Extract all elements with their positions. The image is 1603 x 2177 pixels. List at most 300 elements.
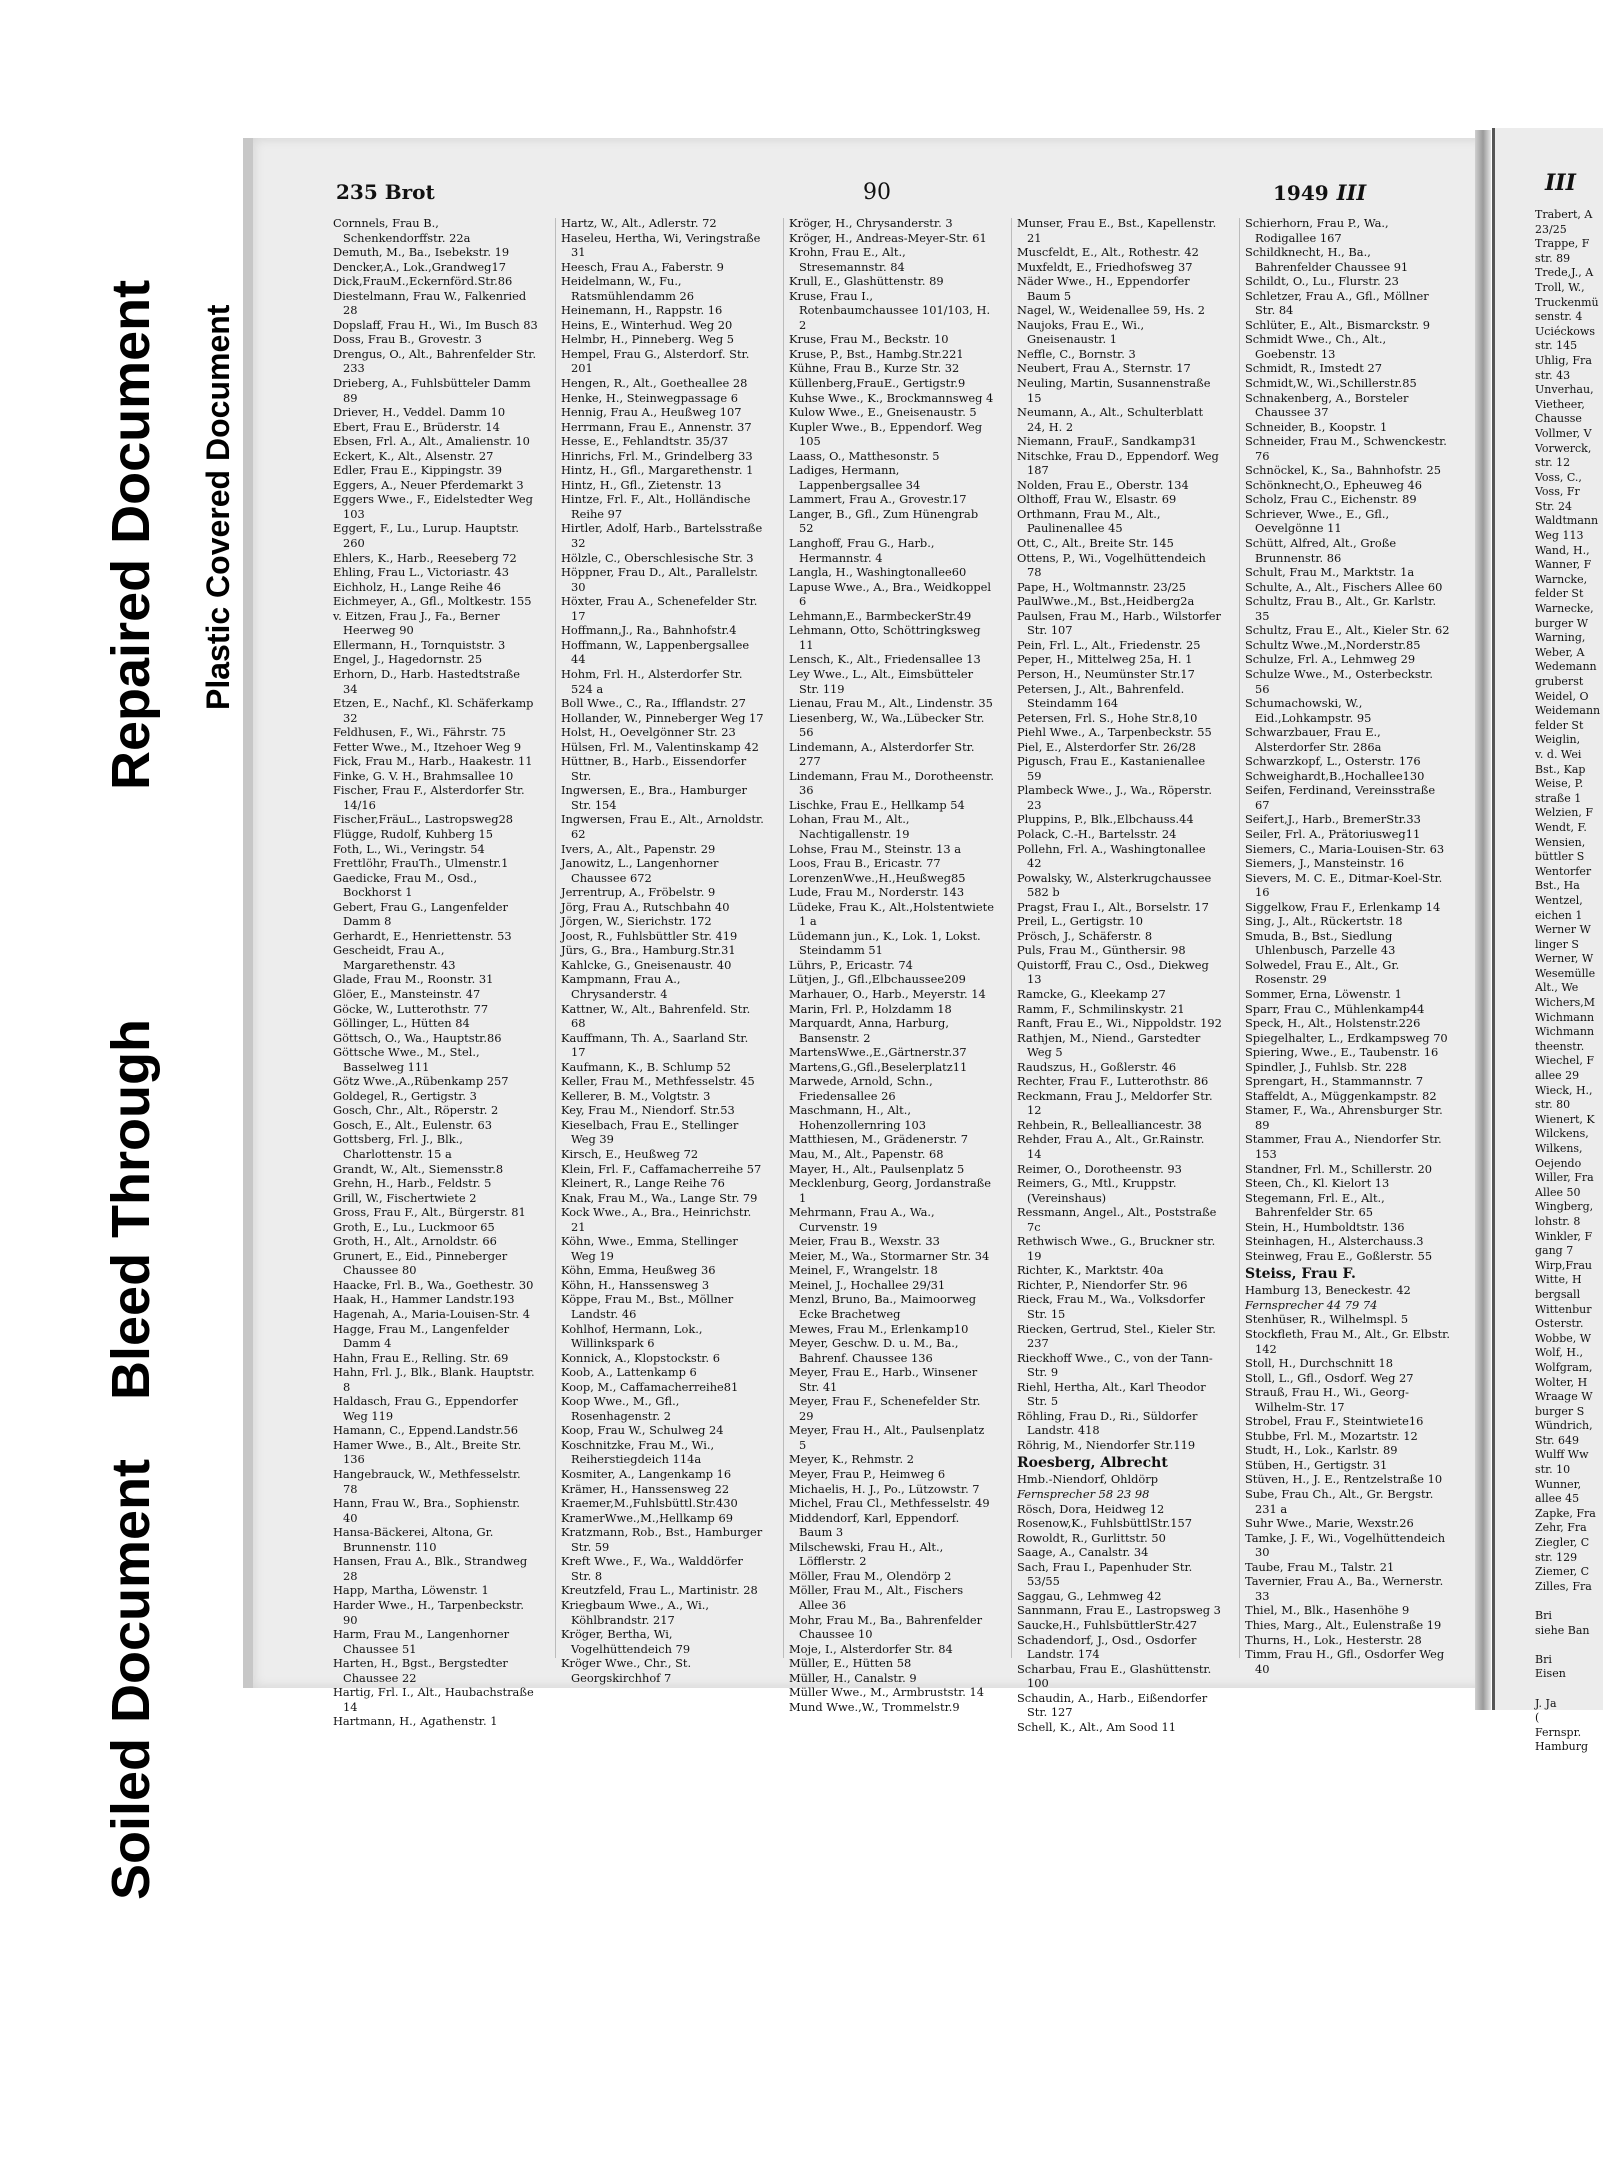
column-divider	[1239, 218, 1240, 1658]
directory-entry: Schmidt,W., Wi.,Schillerstr.85	[1245, 376, 1417, 391]
directory-entry: PaulWwe.,M., Bst.,Heidberg2a	[1017, 594, 1195, 609]
directory-entry: Stockfleth, Frau M., Alt., Gr. Elbstr. 142	[1245, 1327, 1450, 1356]
directory-entry: Kratzmann, Rob., Bst., Hamburger Str. 59	[561, 1525, 763, 1554]
directory-entry: Henke, H., Steinwegpassage 6	[561, 390, 739, 405]
directory-entry: Hann, Frau W., Bra., Sophienstr. 40	[333, 1496, 521, 1525]
directory-entry: Muscfeldt, E., Alt., Rothestr. 42	[1017, 245, 1199, 260]
directory-entry: Lapuse Wwe., A., Bra., Weidkoppel 6	[789, 579, 991, 609]
directory-entry: Schult, Frau M., Marktstr. 1a	[1245, 565, 1415, 580]
directory-entry: Scharbau, Frau E., Glashüttenstr. 100	[1017, 1661, 1212, 1691]
directory-entry: Muxfeldt, E., Friedhofsweg 37	[1017, 259, 1193, 274]
directory-entry: Koop, M., Caffamacherreihe81	[561, 1379, 739, 1394]
directory-entry: Piehl Wwe., A., Tarpenbeckstr. 55	[1017, 725, 1212, 740]
directory-entry: Nitschke, Frau D., Eppendorf. Weg 187	[1017, 448, 1219, 478]
directory-entry: Laass, O., Matthesonstr. 5	[789, 448, 940, 463]
directory-entry: Krull, E., Glashüttenstr. 89	[789, 274, 944, 289]
directory-entry: Mohr, Frau M., Ba., Bahrenfelder Chaussee 10	[789, 1612, 983, 1642]
directory-entry: Kreutzfeld, Frau L., Martinistr. 28	[561, 1583, 758, 1598]
directory-entry: Fernsprecher 58 23 98	[1017, 1487, 1150, 1502]
directory-entry: Moje, I., Alsterdorfer Str. 84	[789, 1641, 953, 1656]
directory-entry: Kraemer,M.,Fuhlsbüttl.Str.430	[561, 1496, 738, 1511]
directory-entry: Saucke,H., FuhlsbüttlerStr.427	[1017, 1617, 1197, 1632]
directory-entry: Saggau, G., Lehmweg 42	[1017, 1588, 1162, 1603]
soiled-document-label: Soiled Document	[101, 1458, 161, 1900]
header-section-title: 235 Brot	[336, 180, 435, 204]
directory-entry: Etzen, E., Nachf., Kl. Schäferkamp 32	[333, 696, 534, 725]
directory-entry: Schmidt Wwe., Ch., Alt., Goebenstr. 13	[1245, 332, 1387, 361]
directory-entry: Götz Wwe.,A.,Rübenkamp 257	[333, 1074, 509, 1089]
directory-entry: Hengen, R., Alt., Goetheallee 28	[561, 376, 748, 391]
directory-entry: Schletzer, Frau A., Gfl., Möllner Str. 84	[1245, 288, 1429, 318]
directory-entry: Stüben, H., Gertigstr. 31	[1245, 1457, 1388, 1472]
directory-entry: Steinweg, Frau E., Goßlerstr. 55	[1245, 1248, 1433, 1263]
bleed-through-label: Bleed Through	[101, 1019, 161, 1400]
directory-entry: Milschewski, Frau H., Alt., Löfflerstr. 2	[789, 1539, 944, 1569]
directory-entry: Hirtler, Adolf, Harb., Bartelsstraße 32	[561, 521, 763, 551]
directory-entry: Näder Wwe., H., Eppendorfer Baum 5	[1017, 274, 1190, 303]
directory-entry: Dencker,A., Lok.,Grandweg17	[333, 259, 506, 274]
directory-entry: Konnick, A., Klopstockstr. 6	[561, 1350, 720, 1365]
directory-entry: Kruse, Frau M., Beckstr. 10	[789, 332, 949, 347]
directory-entry: Harm, Frau M., Langenhorner Chaussee 51	[333, 1627, 510, 1656]
column-divider	[555, 218, 556, 1658]
page-edge	[1475, 130, 1491, 1710]
directory-entry: Langer, B., Gfl., Zum Hünengrab 52	[789, 506, 979, 536]
directory-entry: Riecken, Gertrud, Stel., Kieler Str. 237	[1017, 1321, 1216, 1351]
directory-entry: Lienau, Frau M., Alt., Lindenstr. 35	[789, 696, 993, 711]
directory-entry: Schönknecht,O., Epheuweg 46	[1245, 477, 1423, 492]
directory-entry: Köhn, H., Hanssensweg 3	[561, 1277, 710, 1292]
directory-entry: Sievers, M. C. E., Ditmar-Koel-Str. 16	[1245, 870, 1443, 900]
directory-entry: Hoffmann,J., Ra., Bahnhofstr.4	[561, 623, 737, 638]
directory-entry: Ivers, A., Alt., Papenstr. 29	[561, 841, 716, 856]
directory-entry: Möller, Frau M., Alt., Fischers Allee 36	[789, 1583, 964, 1612]
directory-entry: Hennig, Frau A., Heußweg 107	[561, 405, 742, 420]
directory-entry: Schierhorn, Frau P., Wa., Rodigallee 167	[1245, 216, 1389, 245]
column-5	[1245, 216, 1450, 1676]
directory-entry: Kosmiter, A., Langenkamp 16	[561, 1467, 732, 1482]
directory-entry: Eichmeyer, A., Gfl., Moltkestr. 155	[333, 594, 532, 609]
directory-entry: Pein, Frl. L., Alt., Friedenstr. 25	[1017, 637, 1201, 652]
directory-entry: Steen, Ch., Kl. Kielort 13	[1245, 1176, 1390, 1191]
directory-entry: Helmbr, H., Pinneberg. Weg 5	[561, 332, 735, 347]
directory-entry: Meyer, Frau H., Alt., Paulsenplatz 5	[789, 1423, 985, 1452]
directory-entry: Reimer, O., Dorotheenstr. 93	[1017, 1161, 1182, 1176]
directory-entry: Schulte, A., Alt., Fischers Allee 60	[1245, 579, 1443, 594]
directory-entry: Hesse, E., Fehlandtstr. 35/37	[561, 434, 729, 449]
directory-entry: Meinel, J., Hochallee 29/31	[789, 1277, 946, 1292]
directory-entry: Peper, H., Mittelweg 25a, H. 1	[1017, 652, 1193, 667]
directory-entry: Stamer, F., Wa., Ahrensburger Str. 89	[1245, 1103, 1443, 1132]
directory-entry: Schmidt, R., Imstedt 27	[1245, 361, 1382, 376]
directory-entry: Kuhse Wwe., K., Brockmannsweg 4	[789, 390, 994, 405]
directory-entry: Rowoldt, R., Gurlittstr. 50	[1017, 1530, 1166, 1545]
directory-entry: Hahn, Frau E., Relling. Str. 69	[333, 1350, 509, 1365]
directory-entry: Lindemann, Frau M., Dorotheenstr. 36	[789, 768, 994, 798]
directory-entry: Quistorff, Frau C., Osd., Diekweg 13	[1017, 957, 1209, 987]
directory-entry: Lehmann,E., BarmbeckerStr.49	[789, 608, 972, 623]
directory-entry: Dick,FrauM.,Eckernförd.Str.86	[333, 274, 513, 289]
directory-entry: Schulze, Frl. A., Lehmweg 29	[1245, 652, 1416, 667]
directory-entry: Kröger, H., Chrysanderstr. 3	[789, 216, 953, 230]
directory-entry: Reckmann, Frau J., Meldorfer Str. 12	[1017, 1088, 1213, 1118]
directory-entry: Küllenberg,FrauE., Gertigstr.9	[789, 376, 966, 391]
directory-entry: Schildknecht, H., Ba., Bahrenfelder Chaussee 91	[1245, 245, 1409, 274]
directory-entry: Koob, A., Lattenkamp 6	[561, 1365, 697, 1380]
directory-entry: Kühne, Frau B., Kurze Str. 32	[789, 361, 960, 376]
directory-entry: Hagge, Frau M., Langenfelder Damm 4	[333, 1321, 510, 1351]
volume-roman: III	[1336, 180, 1367, 205]
directory-entry: Hamburg 13, Beneckestr. 42	[1245, 1283, 1411, 1298]
directory-entry: Munser, Frau E., Bst., Kapellenstr. 21	[1017, 216, 1217, 245]
directory-entry: Meier, Frau B., Wexstr. 33	[789, 1234, 940, 1249]
directory-entry: Harten, H., Bgst., Bergstedter Chaussee 22	[333, 1656, 508, 1685]
directory-entry: Schultz, Frau E., Alt., Kieler Str. 62	[1245, 623, 1450, 638]
directory-entry: Schildt, O., Lu., Flurstr. 23	[1245, 274, 1399, 289]
directory-entry: Middendorf, Karl, Eppendorf. Baum 3	[789, 1510, 960, 1540]
directory-entry: Hohm, Frl. H., Alsterdorfer Str. 524 a	[561, 666, 743, 696]
directory-entry: Rosenow,K., FuhlsbüttlStr.157	[1017, 1516, 1193, 1531]
directory-entry: Ebsen, Frl. A., Alt., Amalienstr. 10	[333, 434, 530, 449]
directory-entry: Schlüter, E., Alt., Bismarckstr. 9	[1245, 317, 1431, 332]
directory-entry: Jörg, Frau A., Rutschbahn 40	[561, 899, 730, 914]
directory-entry: Kaufmann, K., B. Schlump 52	[561, 1059, 732, 1074]
directory-entry: Flügge, Rudolf, Kuhberg 15	[333, 826, 494, 841]
directory-entry: Grandt, W., Alt., Siemensstr.8	[333, 1161, 504, 1176]
directory-entry: Standner, Frl. M., Schillerstr. 20	[1245, 1161, 1433, 1176]
column-2	[561, 216, 766, 1685]
directory-entry: Reimers, G., Mtl., Kruppstr. (Vereinshaus)	[1017, 1176, 1177, 1205]
directory-entry: Möller, Frau M., Olendörp 2	[789, 1568, 952, 1583]
directory-entry: Diestelmann, Frau W., Falkenried 28	[333, 288, 527, 318]
directory-entry: Keller, Frau M., Methfesselstr. 45	[561, 1074, 755, 1089]
directory-entry: Siemers, C., Maria-Louisen-Str. 63	[1245, 841, 1445, 856]
directory-entry: Schultz Wwe.,M.,Norderstr.85	[1245, 637, 1421, 652]
directory-entry: Eggers, A., Neuer Pferdemarkt 3	[333, 477, 524, 492]
directory-entry: Rehbein, R., Bellealliancestr. 38	[1017, 1117, 1202, 1132]
directory-entry: Rethwisch Wwe., G., Bruckner str. 19	[1017, 1234, 1216, 1263]
directory-entry: Paulsen, Frau M., Harb., Wilstorfer Str. 107	[1017, 608, 1221, 638]
directory-entry: Steinhagen, H., Alsterchauss.3	[1245, 1234, 1424, 1249]
directory-entry: Ramcke, G., Kleekamp 27	[1017, 986, 1166, 1001]
directory-entry: Grunert, E., Eid., Pinneberger Chaussee 80	[333, 1248, 508, 1278]
directory-entry: Kirsch, E., Heußweg 72	[561, 1147, 699, 1161]
directory-entry: Drieberg, A., Fuhlsbütteler Damm 89	[333, 376, 531, 405]
repaired-document-label: Repaired Document	[101, 279, 161, 790]
directory-entry: Schulze Wwe., M., Osterbeckstr. 56	[1245, 666, 1433, 696]
directory-entry: Spiegelhalter, L., Erdkampsweg 70	[1245, 1030, 1448, 1045]
directory-entry: Mehrmann, Frau A., Wa., Curvenstr. 19	[789, 1205, 935, 1234]
directory-entry: Knak, Frau M., Wa., Lange Str. 79	[561, 1190, 758, 1205]
directory-entry: Lischke, Frau E., Hellkamp 54	[789, 797, 965, 812]
directory-entry: Kampmann, Frau A., Chrysanderstr. 4	[561, 972, 681, 1001]
directory-entry: Schweighardt,B.,Hochallee130	[1245, 768, 1425, 783]
directory-entry: Joost, R., Fuhlsbüttler Str. 419	[561, 928, 738, 943]
directory-entry: Neumann, A., Alt., Schulterblatt 24, H. 2	[1017, 405, 1204, 434]
directory-entry: Sing, J., Alt., Rückertstr. 18	[1245, 914, 1403, 929]
directory-entry: Saage, A., Canalstr. 34	[1017, 1545, 1149, 1560]
directory-entry: Driever, H., Veddel. Damm 10	[333, 405, 506, 420]
directory-entry: Göcke, W., Lutterothstr. 77	[333, 1001, 489, 1016]
directory-entry: Olthoff, Frau W., Elsastr. 69	[1017, 492, 1177, 507]
directory-entry: Nagel, W., Weidenallee 59, Hs. 2	[1017, 303, 1205, 318]
directory-entry: Polack, C.-H., Bartelsstr. 24	[1017, 826, 1177, 841]
directory-entry: Hempel, Frau G., Alsterdorf. Str. 201	[561, 346, 750, 376]
directory-entry: Fischer, Frau F., Alsterdorfer Str. 14/16	[333, 783, 525, 812]
directory-entry: Gescheidt, Frau A., Margarethenstr. 43	[333, 943, 456, 972]
directory-entry: Haacke, Frl. B., Wa., Goethestr. 30	[333, 1277, 534, 1292]
year-text: 1949	[1273, 181, 1329, 205]
directory-entry: Frettlöhr, FrauTh., Ulmenstr.1	[333, 856, 509, 871]
directory-entry: Röhrig, M., Niendorfer Str.119	[1017, 1437, 1196, 1452]
directory-entry: Eggers Wwe., F., Eidelstedter Weg 103	[333, 492, 533, 521]
directory-entry: Meyer, Frau F., Schenefelder Str. 29	[789, 1394, 981, 1423]
column-4	[1017, 216, 1222, 1734]
directory-entry: Lammert, Frau A., Grovestr.17	[789, 492, 967, 507]
directory-entry: Riehl, Hertha, Alt., Karl Theodor Str. 5	[1017, 1379, 1206, 1409]
directory-entry: Kröger, Bertha, Wi, Vogelhüttendeich 79	[561, 1627, 691, 1656]
directory-entry: Goldegel, R., Gertigstr. 3	[333, 1088, 477, 1103]
directory-entry: Scholz, Frau C., Eichenstr. 89	[1245, 492, 1417, 507]
directory-entry: Klein, Frl. F., Caffamacherreihe 57	[561, 1161, 762, 1176]
directory-entry: Pigusch, Frau E., Kastanienallee 59	[1017, 754, 1206, 783]
directory-entry: Ehlers, K., Harb., Reeseberg 72	[333, 550, 517, 565]
directory-entry: Rieckhoff Wwe., C., von der Tann-Str. 9	[1017, 1350, 1213, 1380]
directory-entry: Hartig, Frl. I., Alt., Haubachstraße 14	[333, 1685, 534, 1714]
directory-entry: Mewes, Frau M., Erlenkamp10	[789, 1321, 969, 1336]
directory-entry: Sannmann, Frau E., Lastropsweg 3	[1017, 1603, 1221, 1618]
directory-entry: Eggert, F., Lu., Lurup. Hauptstr. 260	[333, 521, 520, 551]
directory-entry: Schriever, Wwe., E., Gfl., Oevelgönne 11	[1245, 506, 1390, 536]
directory-entry: Röhling, Frau D., Ri., Süldorfer Landstr. 418	[1017, 1408, 1198, 1438]
directory-entry: Erhorn, D., Harb. Hastedtstraße 34	[333, 666, 521, 696]
directory-entry: Herrmann, Frau E., Annenstr. 37	[561, 419, 752, 434]
directory-entry: Schneider, Frau M., Schwenckestr. 76	[1245, 434, 1447, 463]
directory-entry: Kock Wwe., A., Bra., Heinrichstr. 21	[561, 1205, 752, 1234]
directory-entry: Pape, H., Woltmannstr. 23/25	[1017, 579, 1186, 594]
directory-entry: Hintze, Frl. F., Alt., Holländische Reihe 97	[561, 492, 751, 521]
directory-entry: Gosch, Chr., Alt., Röperstr. 2	[333, 1103, 499, 1118]
directory-entry: Kleinert, R., Lange Reihe 76	[561, 1176, 725, 1191]
directory-entry: Puls, Frau M., Günthersir. 98	[1017, 943, 1186, 958]
directory-entry: Janowitz, L., Langenhorner Chaussee 672	[561, 856, 719, 885]
directory-entry: Meyer, Geschw. D. u. M., Ba., Bahrenf. Chaussee 136	[789, 1336, 959, 1365]
directory-entry: Eichholz, H., Lange Reihe 46	[333, 579, 502, 594]
adjacent-page-header: III	[1545, 170, 1576, 196]
directory-entry: Studt, H., Lok., Karlstr. 89	[1245, 1443, 1398, 1458]
directory-entry: Hamer Wwe., B., Alt., Breite Str. 136	[333, 1437, 522, 1467]
directory-entry: Matthiesen, M., Grädenerstr. 7	[789, 1132, 969, 1147]
directory-entry: Marhauer, O., Harb., Meyerstr. 14	[789, 986, 986, 1001]
directory-entry: Schütt, Alfred, Alt., Große Brunnenstr. 86	[1245, 536, 1397, 565]
directory-entry: Jürs, G., Bra., Hamburg.Str.31	[561, 943, 736, 958]
directory-entry: Kauffmann, Th. A., Saarland Str. 17	[561, 1030, 749, 1060]
directory-entry: Petersen, J., Alt., Bahrenfeld. Steindamm 164	[1017, 681, 1185, 711]
directory-entry: Göttsche Wwe., M., Stel., Basselweg 111	[333, 1045, 480, 1074]
directory-entry: Hangebrauck, W., Methfesselstr. 78	[333, 1467, 521, 1496]
directory-entry: Ramm, F., Schmilinskystr. 21	[1017, 1001, 1185, 1016]
directory-entry: Lütjen, J., Gfl.,Elbchaussee209	[789, 972, 966, 987]
directory-entry: Schultz, Frau B., Alt., Gr. Karlstr. 35	[1245, 594, 1437, 623]
archive-stamp-labels	[90, 230, 260, 1900]
directory-entry: Richter, P., Niendorfer Str. 96	[1017, 1277, 1188, 1292]
directory-entry: Fetter Wwe., M., Itzehoer Weg 9	[333, 739, 522, 754]
directory-entry: Schneider, B., Koopstr. 1	[1245, 419, 1388, 434]
directory-entry: Hoffmann, W., Lappenbergsallee 44	[561, 637, 750, 667]
directory-entry: Naujoks, Frau E., Wi., Gneisenaustr. 1	[1017, 317, 1145, 347]
directory-entry: Krohn, Frau E., Alt., Stresemannstr. 84	[789, 245, 906, 274]
directory-entry: Kieselbach, Frau E., Stellinger Weg 39	[561, 1117, 739, 1147]
directory-entry: Lensch, K., Alt., Friedensallee 13	[789, 652, 981, 667]
directory-entry: Rathjen, M., Niend., Garstedter Weg 5	[1017, 1030, 1201, 1060]
directory-entry: Person, H., Neumünster Str.17	[1017, 666, 1195, 681]
directory-entry: Sprengart, H., Stammannstr. 7	[1245, 1074, 1424, 1089]
directory-entry: Haseleu, Hertha, Wi, Veringstraße 31	[561, 230, 761, 260]
directory-entry: Neuling, Martin, Susannenstraße 15	[1017, 376, 1211, 405]
directory-entry: Hmb.-Niendorf, Ohldörp	[1017, 1472, 1159, 1487]
directory-entry: Tamke, J. F., Wi., Vogelhüttendeich 30	[1245, 1530, 1446, 1560]
directory-entry: Grill, W., Fischertwiete 2	[333, 1190, 477, 1205]
directory-entry: Fick, Frau M., Harb., Haakestr. 11	[333, 754, 533, 769]
directory-entry: Fernsprecher 44 79 74	[1245, 1297, 1378, 1312]
directory-entry: Hölzle, C., Oberschlesische Str. 3	[561, 550, 754, 565]
directory-entry: Hahn, Frl. J., Blk., Blank. Hauptstr. 8	[333, 1365, 535, 1394]
directory-entry: Kreft Wwe., F., Wa., Walddörfer Str. 8	[561, 1554, 743, 1583]
directory-entry: Tavernier, Frau A., Ba., Wernerstr. 33	[1245, 1574, 1444, 1603]
directory-entry: Heinemann, H., Rappstr. 16	[561, 303, 723, 318]
directory-entry: Groth, E., Lu., Luckmoor 65	[333, 1219, 495, 1234]
directory-entry: Heesch, Frau A., Faberstr. 9	[561, 259, 724, 274]
directory-entry: Spindler, J., Fuhlsb. Str. 228	[1245, 1059, 1407, 1074]
directory-entry: Höppner, Frau D., Alt., Parallelstr. 30	[561, 565, 758, 594]
directory-entry: Schwarzbauer, Frau E., Alsterdorfer Str. 286a	[1245, 725, 1382, 754]
directory-entry: Haak, H., Hammer Landstr.193	[333, 1292, 515, 1307]
directory-entry: Stoll, H., Durchschnitt 18	[1245, 1356, 1394, 1371]
directory-entry: Hamann, C., Eppend.Landstr.56	[333, 1423, 519, 1438]
directory-entry: Stenhüser, R., Wilhelmspl. 5	[1245, 1312, 1409, 1327]
directory-entry: Rösch, Dora, Heidweg 12	[1017, 1501, 1165, 1516]
directory-entry: Schumachowski, W., Eid.,Lohkampstr. 95	[1245, 696, 1372, 725]
directory-entry: Schaudin, A., Harb., Eißendorfer Str. 127	[1017, 1690, 1208, 1720]
directory-entry: Nolden, Frau E., Oberstr. 134	[1017, 477, 1189, 492]
directory-entry: Müller, H., Canalstr. 9	[789, 1670, 917, 1685]
directory-entry: Heins, E., Winterhud. Weg 20	[561, 317, 733, 332]
header-year	[1273, 180, 1366, 205]
directory-entry: Langla, H., Washingtonallee60	[789, 565, 967, 580]
directory-entry: Schell, K., Alt., Am Sood 11	[1017, 1719, 1177, 1734]
directory-entry: Stoll, L., Gfl., Osdorf. Weg 27	[1245, 1370, 1414, 1385]
directory-entry: Dopslaff, Frau H., Wi., Im Busch 83	[333, 317, 538, 332]
directory-entry: Feldhusen, F., Wi., Fährstr. 75	[333, 725, 506, 740]
directory-entry: Glöer, E., Mansteinstr. 47	[333, 986, 481, 1001]
directory-entry: Meier, M., Wa., Stormarner Str. 34	[789, 1248, 990, 1263]
directory-entry: Hintz, H., Gfl., Zietenstr. 13	[561, 477, 722, 492]
directory-entry: Steiss, Frau F.	[1245, 1266, 1356, 1283]
directory-entry: Prösch, J., Schäferstr. 8	[1017, 928, 1153, 943]
directory-entry: Gross, Frau F., Alt., Bürgerstr. 81	[333, 1205, 526, 1220]
directory-entry: Ottens, P., Wi., Vogelhüttendeich 78	[1017, 550, 1206, 580]
directory-entry: Köhn, Emma, Heußweg 36	[561, 1263, 716, 1278]
directory-entry: Koschnitzke, Frau M., Wi., Reiherstiegdeich 114a	[561, 1437, 715, 1467]
directory-entry: Kattner, W., Alt., Bahrenfeld. Str. 68	[561, 1001, 751, 1031]
directory-entry: Ley Wwe., L., Alt., Eimsbütteler Str. 119	[789, 666, 974, 696]
directory-entry: Hintz, H., Gfl., Margarethenstr. 1	[561, 463, 754, 478]
directory-entry: Ellermann, H., Tornquiststr. 3	[333, 637, 506, 652]
directory-entry: Müller Wwe., M., Armbruststr. 14	[789, 1685, 984, 1700]
directory-entry: Ressmann, Angel., Alt., Poststraße 7c	[1017, 1205, 1217, 1234]
directory-entry: Suhr Wwe., Marie, Wexstr.26	[1245, 1516, 1414, 1531]
page-header	[253, 180, 1485, 210]
directory-entry: Liesenberg, W., Wa.,Lübecker Str. 56	[789, 710, 985, 740]
directory-entry: Sube, Frau Ch., Alt., Gr. Bergstr. 231 a	[1245, 1487, 1434, 1516]
directory-entry: Stüven, H., J. E., Rentzelstraße 10	[1245, 1472, 1443, 1487]
directory-entry: Engel, J., Hagedornstr. 25	[333, 652, 483, 667]
directory-entry: Preil, L., Gertigstr. 10	[1017, 914, 1143, 929]
directory-entry: Mau, M., Alt., Papenstr. 68	[789, 1147, 944, 1161]
directory-entry: Gottsberg, Frl. J., Blk., Charlottenstr. 15 a	[333, 1132, 463, 1161]
directory-entry: Lehmann, Otto, Schöttringksweg 11	[789, 623, 981, 652]
directory-page	[243, 138, 1485, 1734]
directory-entry: Lindemann, A., Alsterdorfer Str. 277	[789, 739, 975, 769]
directory-entry: Kahlcke, G., Gneisenaustr. 40	[561, 957, 732, 972]
adjacent-page-fragments: Trabert, A 23/25 Trappe, F str. 89 Trede,J., A Troll, W., Truckenmü senstr. 4 Uciéckows str. 145 Uhlig, Fra str. 43 Unverhau, Vietheer, Chausse Vollmer, V Vorwerck, str. 12 Voss, C., Voss, Fr Str. 24 Waldtmann Weg 113 Wand, H., Wanner, F Warncke, felder St Warnecke, burger W Warning, Weber, A Wedemann gruberst Weidel, O Weidemann felder St Weiglin, v. d. Wei Bst., Kap Weise, P. straße 1 Welzien, F Wendt, F. Wensien, büttler S Wentorfer Bst., Ha Wentzel, eichen 1 Werner W linger S Werner, W Wesemülle Alt., We Wichers,M Wichmann Wichmann theenstr. Wiechel, F allee 29 Wieck, H., str. 80 Wienert, K Wilckens, Wilkens, Oejendo Willer, Fra Allee 50 Wingberg, lohstr. 8 Winkler, F gang 7 Wirp,Frau Witte, H bergsall Wittenbur Osterstr. Wobbe, W Wolf, H., Wolfgram, Wolter, H Wraage W burger S Wündrich, Str. 649 Wulff Ww str. 10 Wunner, allee 45 Zapke, Fra Zehr, Fra Ziegler, C str. 129 Ziemer, C Zilles, Fra Bri siehe Ban Bri Eisen J. Ja ( Fernspr. Hamburg	[1535, 208, 1601, 1754]
column-3	[789, 216, 994, 1714]
directory-entry: Key, Frau M., Niendorf. Str.53	[561, 1103, 735, 1118]
directory-entry: Menzl, Bruno, Ba., Maimoorweg Ecke Brachetweg	[789, 1292, 977, 1322]
directory-entry: Pluppins, P., Blk.,Elbchauss.44	[1017, 812, 1194, 827]
directory-entry: Mecklenburg, Georg, Jordanstraße 1	[789, 1176, 991, 1205]
adjacent-page	[1492, 128, 1603, 1754]
directory-entry: Lüdeke, Frau K., Alt.,Holstentwiete 1 a	[789, 899, 994, 929]
directory-entry: Richter, K., Marktstr. 40a	[1017, 1263, 1164, 1278]
directory-entry: Edler, Frau E., Kippingstr. 39	[333, 463, 503, 478]
directory-entry: Ranft, Frau E., Wi., Nippoldstr. 192	[1017, 1016, 1222, 1031]
directory-entry: Drengus, O., Alt., Bahrenfelder Str. 233	[333, 346, 537, 376]
directory-entry: Meyer, K., Rehmstr. 2	[789, 1452, 914, 1467]
directory-entry: Staffeldt, A., Müggenkampstr. 82	[1245, 1088, 1437, 1103]
directory-entry: Jörgen, W., Sierichstr. 172	[561, 914, 712, 929]
directory-entry: Ladiges, Hermann, Lappenbergsallee 34	[789, 463, 921, 492]
plastic-covered-label: Plastic Covered Document	[200, 304, 236, 710]
directory-entry: Koop, Frau W., Schulweg 24	[561, 1423, 724, 1438]
directory-entry: Haldasch, Frau G., Eppendorfer Weg 119	[333, 1394, 518, 1423]
directory-entry: Sach, Frau I., Papenhuder Str. 53/55	[1017, 1559, 1193, 1589]
page-number: 90	[863, 180, 891, 205]
directory-entry: Harder Wwe., H., Tarpenbeckstr. 90	[333, 1597, 524, 1627]
directory-entry: Thies, Marg., Alt., Eulenstraße 19	[1245, 1617, 1442, 1632]
directory-entry: Fischer,FräuL., Lastropsweg28	[333, 812, 514, 827]
directory-entry: Lührs, P., Ericastr. 74	[789, 957, 913, 972]
directory-entry: Niemann, FrauF., Sandkamp31	[1017, 434, 1197, 449]
directory-entry: Seiler, Frl. A., Prätoriusweg11	[1245, 826, 1421, 841]
directory-entry: Göllinger, L., Hütten 84	[333, 1016, 470, 1031]
directory-entry: Ott, C., Alt., Breite Str. 145	[1017, 536, 1174, 551]
directory-entry: Hülsen, Frl. M., Valentinskamp 42	[561, 739, 759, 754]
directory-entry: Smuda, B., Bst., Siedlung Uhlenbusch, Parzelle 43	[1245, 928, 1396, 958]
directory-entry: Pollehn, Frl. A., Washingtonallee 42	[1017, 841, 1206, 871]
directory-entry: Sommer, Erna, Löwenstr. 1	[1245, 986, 1402, 1001]
directory-entry: Schwarzkopf, L., Osterstr. 176	[1245, 754, 1421, 769]
directory-entry: Cornnels, Frau B., Schenkendorffstr. 22a	[333, 216, 471, 245]
directory-entry: Petersen, Frl. S., Hohe Str.8,10	[1017, 710, 1198, 725]
directory-entry: Meyer, Frau P., Heimweg 6	[789, 1467, 946, 1482]
directory-entry: Groth, H., Alt., Arnoldstr. 66	[333, 1234, 497, 1249]
directory-entry: Powalsky, W., Alsterkrugchaussee 582 b	[1017, 870, 1212, 900]
directory-entry: Lude, Frau M., Norderstr. 143	[789, 885, 965, 900]
directory-entry: KramerWwe.,M.,Hellkamp 69	[561, 1510, 733, 1525]
directory-entry: Meinel, F., Wrangelstr. 18	[789, 1263, 938, 1278]
directory-entry: Mayer, H., Alt., Paulsenplatz 5	[789, 1161, 965, 1176]
